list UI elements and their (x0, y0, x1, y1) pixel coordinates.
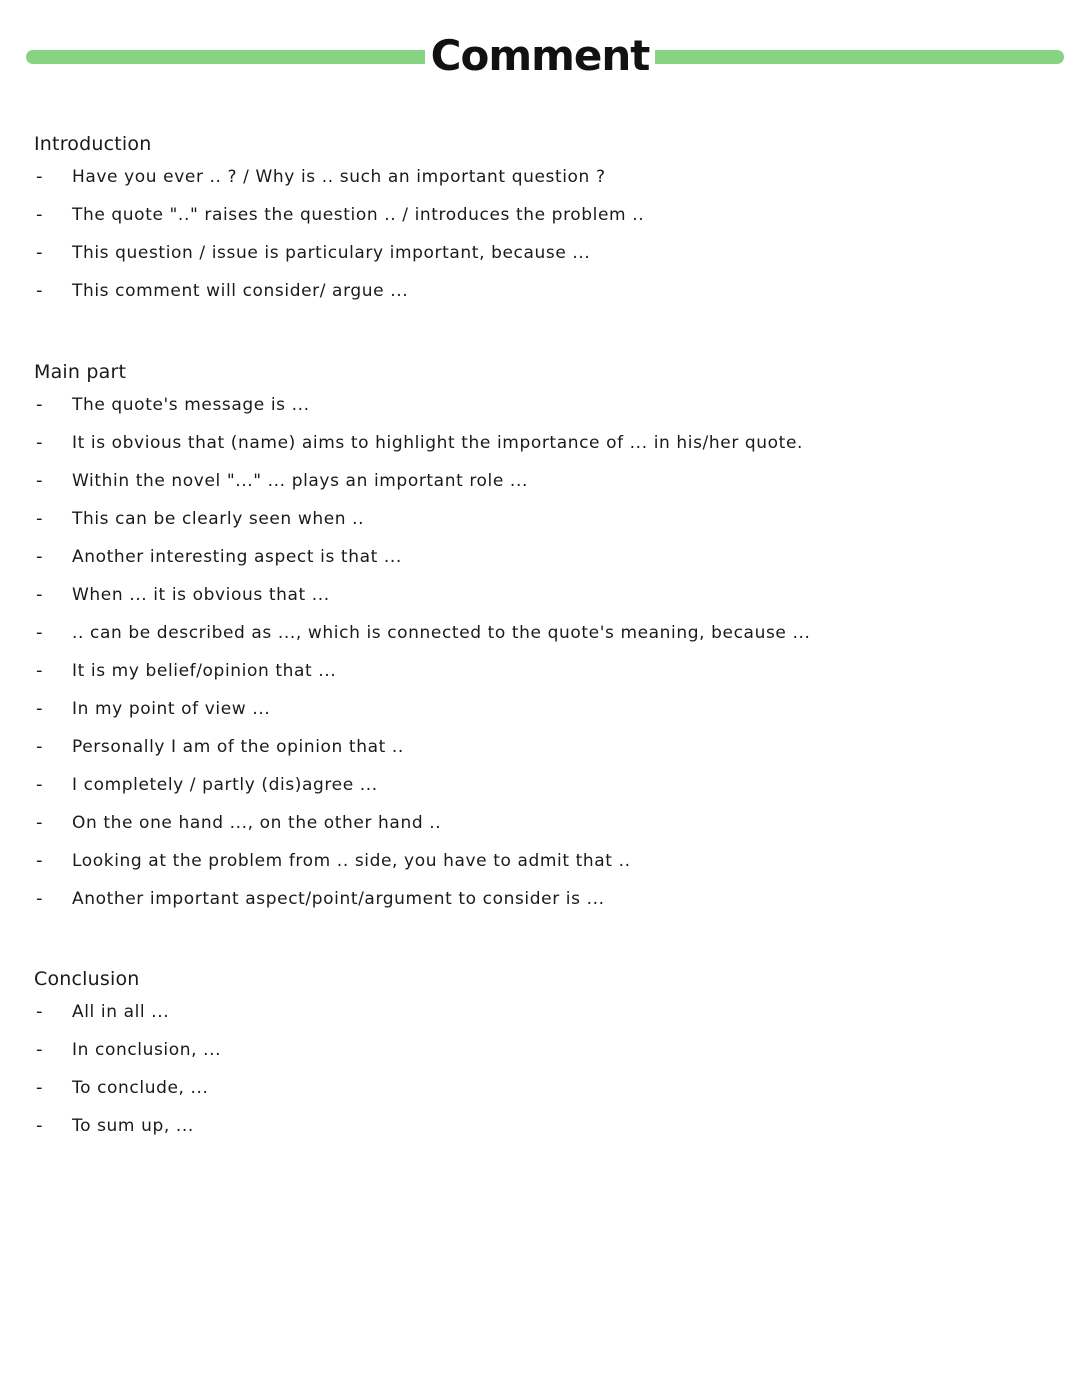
introduction-section (34, 132, 1044, 310)
conclusion-heading: Conclusion (34, 968, 140, 990)
bullet-dash: - (36, 660, 44, 681)
bullet-dash: - (36, 1001, 44, 1022)
list-item (34, 1069, 1044, 1107)
bullet-dash: - (36, 850, 44, 871)
list-item (34, 1031, 1044, 1069)
list-item (34, 576, 1044, 614)
bullet-dash: - (36, 1115, 44, 1136)
phrase-text: To sum up, ... (72, 1116, 194, 1136)
list-item (34, 538, 1044, 576)
phrase-text: All in all ... (72, 1002, 170, 1022)
list-item (34, 158, 1044, 196)
main-part-list (34, 386, 1044, 918)
bullet-dash: - (36, 1039, 44, 1060)
phrase-text: The quote's message is ... (72, 395, 310, 415)
bullet-dash: - (36, 508, 44, 529)
bullet-dash: - (36, 242, 44, 263)
phrase-text: This comment will consider/ argue ... (72, 281, 409, 301)
list-item (34, 728, 1044, 766)
list-item (34, 424, 1044, 462)
phrase-text: Another important aspect/point/argument to consider is ... (72, 889, 605, 909)
list-item (34, 804, 1044, 842)
phrase-text: This can be clearly seen when .. (72, 509, 365, 529)
introduction-heading: Introduction (34, 133, 152, 155)
conclusion-section (34, 967, 1044, 1145)
bullet-dash: - (36, 812, 44, 833)
bullet-dash: - (36, 1077, 44, 1098)
phrase-text: It is my belief/opinion that ... (72, 661, 337, 681)
page-title: Comment (425, 31, 656, 80)
phrase-text: Another interesting aspect is that ... (72, 547, 402, 567)
phrase-text: The quote ".." raises the question .. / introduces the problem .. (72, 205, 645, 225)
list-item (34, 1107, 1044, 1145)
phrase-text: On the one hand ..., on the other hand .. (72, 813, 442, 833)
introduction-list (34, 158, 1044, 310)
phrase-text: When ... it is obvious that ... (72, 585, 330, 605)
list-item (34, 690, 1044, 728)
main-part-heading: Main part (34, 361, 127, 383)
phrase-text: Personally I am of the opinion that .. (72, 737, 404, 757)
phrase-text: Looking at the problem from .. side, you have to admit that .. (72, 851, 631, 871)
bullet-dash: - (36, 888, 44, 909)
list-item (34, 386, 1044, 424)
list-item (34, 842, 1044, 880)
bullet-dash: - (36, 774, 44, 795)
list-item (34, 993, 1044, 1031)
list-item (34, 614, 1044, 652)
list-item (34, 766, 1044, 804)
list-item (34, 196, 1044, 234)
list-item (34, 272, 1044, 310)
phrase-text: Have you ever .. ? / Why is .. such an important question ? (72, 167, 606, 187)
bullet-dash: - (36, 204, 44, 225)
bullet-dash: - (36, 470, 44, 491)
conclusion-list (34, 993, 1044, 1145)
list-item (34, 500, 1044, 538)
phrase-text: It is obvious that (name) aims to highlight the importance of ... in his/her quote. (72, 433, 804, 453)
bullet-dash: - (36, 698, 44, 719)
phrase-text: Within the novel "..." ... plays an important role ... (72, 471, 528, 491)
bullet-dash: - (36, 432, 44, 453)
bullet-dash: - (36, 166, 44, 187)
phrase-text: In my point of view ... (72, 699, 271, 719)
bullet-dash: - (36, 736, 44, 757)
bullet-dash: - (36, 280, 44, 301)
bullet-dash: - (36, 622, 44, 643)
list-item (34, 462, 1044, 500)
page-title-wrap (0, 28, 1080, 84)
bullet-dash: - (36, 584, 44, 605)
list-item (34, 234, 1044, 272)
bullet-dash: - (36, 546, 44, 567)
phrase-text: .. can be described as ..., which is connected to the quote's meaning, because ... (72, 623, 811, 643)
list-item (34, 652, 1044, 690)
main-part-section (34, 360, 1044, 918)
list-item (34, 880, 1044, 918)
phrase-text: This question / issue is particulary important, because ... (72, 243, 591, 263)
phrase-text: I completely / partly (dis)agree ... (72, 775, 378, 795)
phrase-text: In conclusion, ... (72, 1040, 222, 1060)
phrase-text: To conclude, ... (72, 1078, 209, 1098)
bullet-dash: - (36, 394, 44, 415)
